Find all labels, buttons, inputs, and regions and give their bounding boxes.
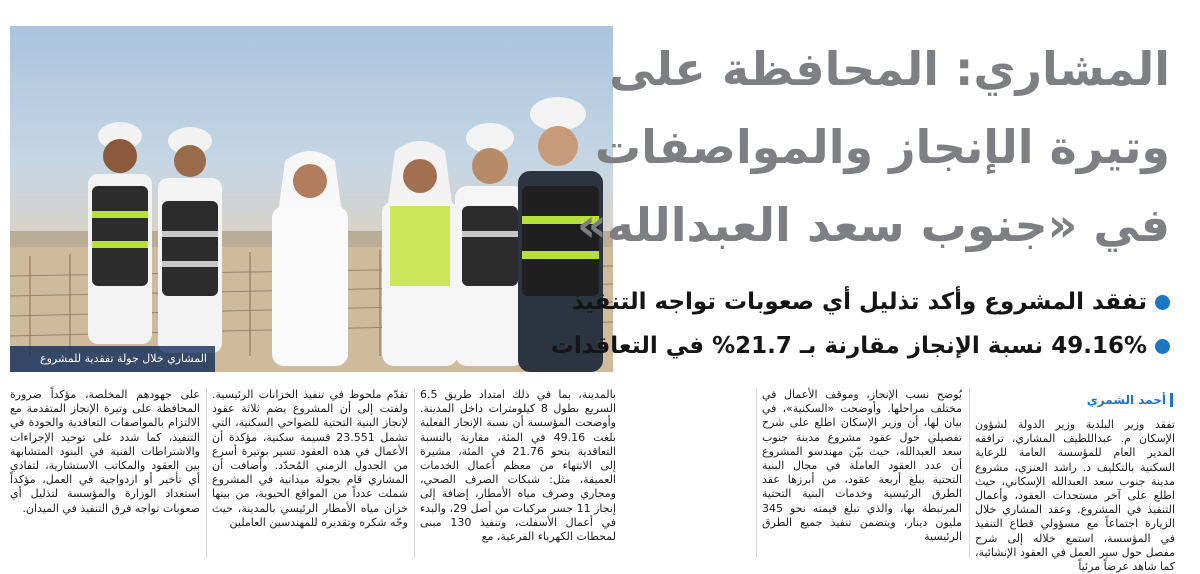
- bullet-dot-icon: [1155, 295, 1170, 310]
- column-text: يُوضح نسب الإنجاز، وموقف الأعمال في مختلف مراحلها. وأوضحت «السكنية»، في بيان لها، أن وزير الإسكان اطلع على شرح تفصيلي حول عقود مشروع مدينة جنوب سعد العبدالله، حيث بيّن مهندسو المشروع أن عدد العقود العاملة في مجال البنية التحتية يبلغ أربعة عقود، من أبرزها عقد الطرق الرئيسية وخدمات البنية التحتية المرتبطة بها، والذي تبلغ قيمته نحو 345 مليون دينار، ويتضمن تنفيذ جميع الطرق الرئيسية: [762, 388, 962, 544]
- subheadline-bullets: [550, 280, 1170, 368]
- bullet-text: 49.16% نسبة الإنجاز مقارنة بـ 21.7% في التعاقدات: [550, 333, 1147, 359]
- headline-line-1: المشاري: المحافظة على: [609, 42, 1170, 96]
- article-column-1: [975, 418, 1175, 574]
- bullet-text: تفقد المشروع وأكد تذليل أي صعوبات تواجه التنفيذ: [571, 289, 1147, 315]
- column-divider: [756, 388, 757, 558]
- bullet-item: [550, 324, 1170, 368]
- author-byline: أحمد الشمري: [1085, 393, 1173, 407]
- article-column-3: [420, 388, 616, 558]
- bullet-dot-icon: [1155, 339, 1170, 354]
- column-divider: [969, 388, 970, 558]
- column-text: تفقد وزير البلدية وزير الدولة لشؤون الإسكان م. عبداللطيف المشاري، ترافقه المدير العام للمؤسسة العامة للرعاية السكنية بالتكليف د. راشد العنزي، مشروع مدينة جنوب سعد العبدالله الإسكاني، حيث اطلع على آخر مستجدات العقود، وأعمال التنفيذ في المشروع. وعقد المشاري خلال الزيارة اجتماعاً مع مسؤولي قطاع التنفيذ في المؤسسة، استمع خلاله إلى شرح مفصل حول سير العمل في العقود الإنشائية، كما شاهد عرضاً مرئياً: [975, 418, 1175, 574]
- article-photo: [10, 26, 613, 372]
- article-column-2: [762, 388, 962, 558]
- column-text: تقدّم ملحوظ في تنفيذ الخزانات الرئيسية. ولفتت إلى أن المشروع يضم ثلاثة عقود لإنجاز البنية التحتية للضواحي السكنية، التي تشمل 23.551 قسيمة سكنية، مؤكدة أن الأعمال في هذه العقود تسير بوتيرة أسرع من الجدول الزمني المُحدّد. وأضافت أن المشاري قام بجولة ميدانية في المشروع شملت عدداً من المواقع الحيوية، من بينها خزان مياه الأمطار الرئيسي بالمدينة، حيث وجّه شكره وتقديره للمهندسين العاملين: [212, 388, 408, 529]
- column-divider: [206, 388, 207, 558]
- article-column-4: [212, 388, 408, 558]
- headline-line-2: وتيرة الإنجاز والمواصفات: [594, 120, 1170, 174]
- article-column-5: [10, 388, 200, 558]
- column-text: على جهودهم المخلصة، مؤكداً ضرورة المحافظة على وتيرة الإنجاز المتقدمة مع الالتزام بالمواصفات التعاقدية والجودة في التنفيذ، كما شدد على توحيد الإجراءات والاشتراطات الفنية في البنود المتشابهة بين العقود والمكاتب الاستشارية، لتفادي أي تأخير أو ازدواجية في العمل، مؤكداً استعداد الوزارة والمؤسسة لتذليل أي صعوبات تواجه فرق التنفيذ في الميدان.: [10, 388, 200, 515]
- bullet-item: [571, 280, 1170, 324]
- headline-line-3: في «جنوب سعد العبدالله»: [577, 198, 1170, 252]
- headline: [577, 30, 1170, 264]
- photo-illustration: [10, 26, 613, 372]
- column-divider: [414, 388, 415, 558]
- column-text: بالمدينة، بما في ذلك امتداد طريق 6.5 السريع بطول 8 كيلومترات داخل المدينة. وأوضحت المؤسسة أن نسبة الإنجاز الفعلية بلغت 49.16 في المئة، مقارنة بالنسبة التعاقدية بنحو 21.76 في المئة، مشيرة إلى الانتهاء من معظم أعمال الخدمات العميقة، مثل: شبكات الصرف الصحي، ومجاري وصرف مياه الأمطار، إضافة إلى إنجاز 11 جسر مركبات من أصل 29، والبدء في أعمال الأسفلت، وتنفيذ 130 مبنى لمحطات الكهرباء الفرعية، مع: [420, 388, 616, 544]
- photo-caption: المشاري خلال جولة تفقدية للمشروع: [10, 346, 215, 372]
